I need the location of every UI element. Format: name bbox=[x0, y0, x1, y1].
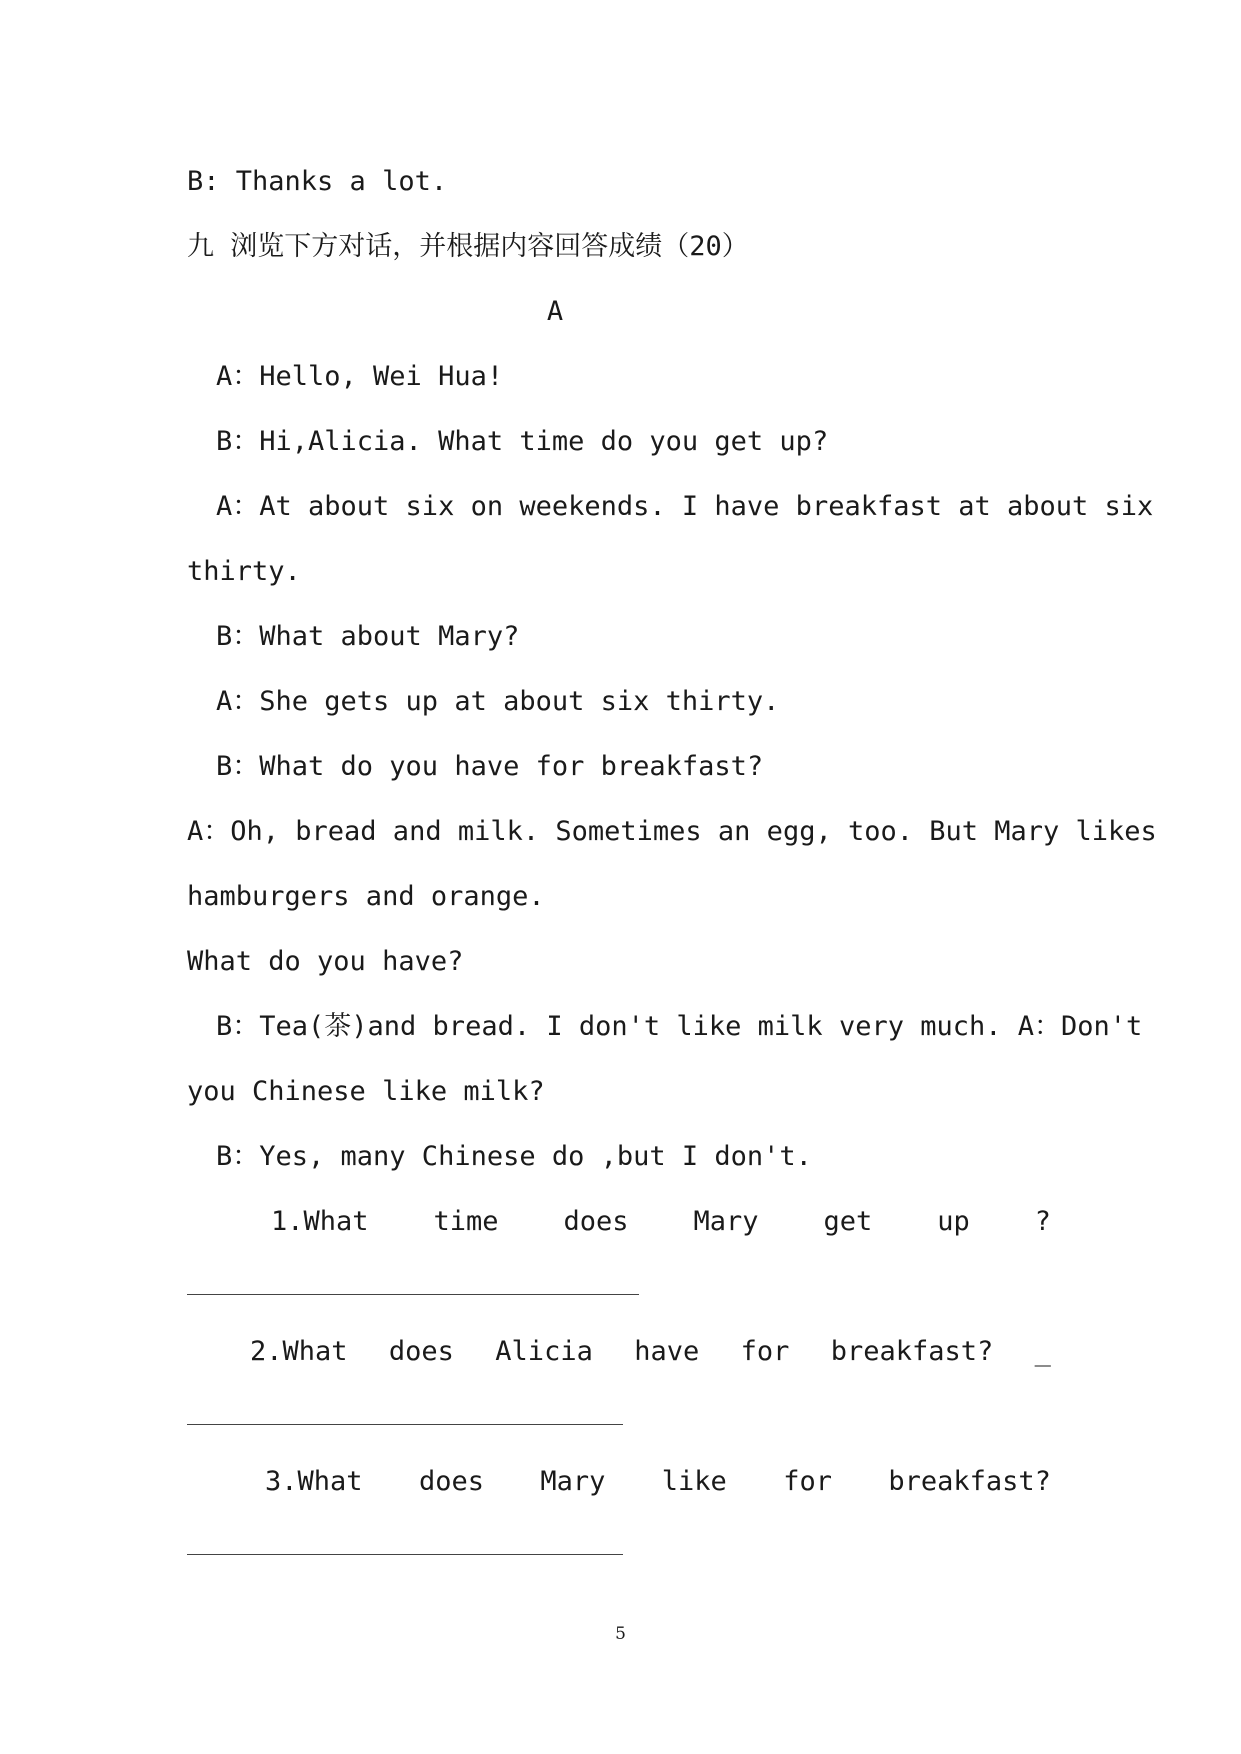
answer-line-1[interactable] bbox=[187, 1294, 639, 1295]
question-word: have bbox=[634, 1336, 700, 1367]
dialogue-line: hamburgers and orange. bbox=[187, 881, 545, 912]
question-word: for bbox=[783, 1466, 832, 1497]
dialogue-line: A：Hello, Wei Hua! bbox=[216, 361, 504, 392]
dialogue-line: B：Tea(茶)and bread. I don't like milk very much. A：Don't bbox=[216, 1011, 1143, 1042]
question-word: for bbox=[740, 1336, 790, 1367]
question-word: does bbox=[563, 1206, 629, 1237]
section-heading: 九 浏览下方对话，并根据内容回答成绩（20） bbox=[187, 231, 749, 262]
question-word: does bbox=[418, 1466, 484, 1497]
dialogue-line: B：Hi,Alicia. What time do you get up? bbox=[216, 426, 829, 457]
answer-line-3[interactable] bbox=[187, 1554, 623, 1555]
question-word: ? bbox=[1034, 1206, 1051, 1237]
dialogue-line: A：At about six on weekends. I have breakfast at about six bbox=[216, 491, 1154, 522]
dialogue-line: What do you have? bbox=[187, 946, 464, 977]
passage-label: A bbox=[546, 296, 564, 327]
question-word: 3.What bbox=[265, 1466, 363, 1497]
dialogue-line: B：Yes, many Chinese do ,but I don't. bbox=[216, 1141, 812, 1172]
dialogue-line: thirty. bbox=[187, 556, 301, 587]
question-word: up bbox=[937, 1206, 970, 1237]
dialogue-line: B：What about Mary? bbox=[216, 621, 520, 652]
question-word: breakfast? bbox=[830, 1336, 994, 1367]
question-word: like bbox=[661, 1466, 727, 1497]
dialogue-line: A：Oh, bread and milk. Sometimes an egg, too. But Mary likes bbox=[187, 816, 1157, 847]
dialogue-line: you Chinese like milk? bbox=[187, 1076, 545, 1107]
question-word: Mary bbox=[693, 1206, 759, 1237]
dialogue-line: A：She gets up at about six thirty. bbox=[216, 686, 780, 717]
question-word: _ bbox=[1034, 1336, 1051, 1367]
question-word: breakfast? bbox=[888, 1466, 1051, 1497]
question-word: Alicia bbox=[495, 1336, 593, 1367]
dialogue-line: B：What do you have for breakfast? bbox=[216, 751, 764, 782]
page-number: 5 bbox=[615, 1624, 626, 1644]
question-word: get bbox=[823, 1206, 873, 1237]
question-word: 1.What bbox=[271, 1206, 369, 1237]
question-word: time bbox=[433, 1206, 499, 1237]
question-word: 2.What bbox=[250, 1336, 348, 1367]
question-word: Mary bbox=[540, 1466, 606, 1497]
question-3 bbox=[265, 1464, 1051, 1500]
answer-line-2[interactable] bbox=[187, 1424, 623, 1425]
dialogue-line: B: Thanks a lot. bbox=[187, 166, 448, 197]
question-1 bbox=[271, 1204, 1051, 1240]
question-word: does bbox=[388, 1336, 454, 1367]
question-2 bbox=[250, 1334, 1051, 1370]
